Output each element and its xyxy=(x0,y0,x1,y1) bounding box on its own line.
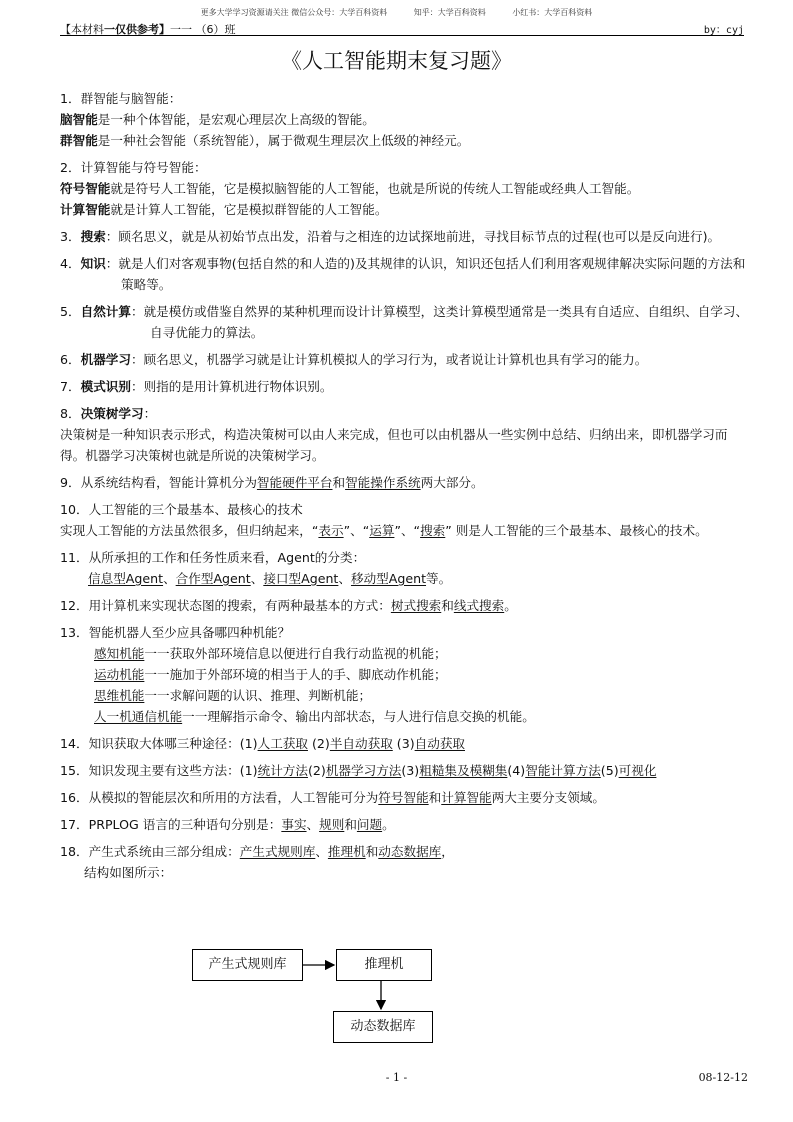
q3: 3．搜索：顾名思义，就是从初始节点出发，沿着与之相连的边试探地前进，寻找目标节点的过程(也可以是反向进行)。 xyxy=(60,229,721,244)
q11-items: 信息型Agent、合作型Agent、接口型Agent、移动型Agent等。 xyxy=(88,571,452,586)
page-number: - 1 - xyxy=(385,1071,408,1084)
footer-date: 08-12-12 xyxy=(698,1071,748,1084)
q12: 12．用计算机来实现状态图的搜索，有两种最基本的方式：树式搜索和线式搜索。 xyxy=(60,598,517,613)
q6: 6．机器学习：顾名思义，机器学习就是让计算机模拟人的学习行为，或者说让计算机也具有学习的能力。 xyxy=(60,352,648,367)
q9: 9．从系统结构看，智能计算机分为智能硬件平台和智能操作系统两大部分。 xyxy=(60,475,484,490)
q14: 14．知识获取大体哪三种途径：(1)人工获取 (2)半自动获取 (3)自动获取 xyxy=(60,736,465,751)
q16: 16．从模拟的智能层次和所用的方法看，人工智能可分为符号智能和计算智能两大主要分支领域。 xyxy=(60,790,605,805)
q18-line-2: 结构如图所示： xyxy=(84,865,173,880)
top-note-xhs: 小红书：大学百科资料 xyxy=(512,8,593,17)
q17: 17．PRPLOG 语言的三种语句分别是：事实、规则和问题。 xyxy=(60,817,395,832)
diagram-box-inference-engine: 推理机 xyxy=(336,949,432,981)
q13-item: 感知机能一一获取外部环境信息以便进行自我行动监视的机能； xyxy=(94,646,447,661)
page-title: 《人工智能期末复习题》 xyxy=(281,49,512,73)
q13-heading: 13．智能机器人至少应具备哪四种机能？ xyxy=(60,625,291,640)
q2-line-1: 符号智能就是符号人工智能，它是模拟脑智能的人工智能，也就是所说的传统人工智能或经典人工智能。 xyxy=(60,181,640,196)
q5: 5．自然计算：就是模仿或借鉴自然界的某种机理而设计计算模型，这类计算模型通常是一类具有自适应、自组织、自学习、自寻优能力的算法。 xyxy=(60,304,749,340)
header-left: 【本材料一仅供参考】一一 （6）班 xyxy=(60,23,236,36)
diagram-box-rule-base: 产生式规则库 xyxy=(192,949,303,981)
q10-text: 实现人工智能的方法虽然很多，但归纳起来，“表示”、“运算”、“搜索” 则是人工智能的三个最基本、最核心的技术。 xyxy=(60,523,708,538)
q1-line-2: 群智能是一种社会智能（系统智能），属于微观生理层次上低级的神经元。 xyxy=(60,133,470,148)
q1-heading: 1．群智能与脑智能： xyxy=(60,91,182,106)
top-note-zhihu: 知乎：大学百科资料 xyxy=(413,8,486,17)
q8-text: 决策树是一种知识表示形式，构造决策树可以由人来完成，但也可以由机器从一些实例中总结、归纳出来，即机器学习而得。机器学习决策树也就是所说的决策树学习。 xyxy=(60,427,728,463)
q8-heading: 8．决策树学习： xyxy=(60,406,157,421)
q10-heading: 10．人工智能的三个最基本、最核心的技术 xyxy=(60,502,303,517)
q2-heading: 2．计算智能与符号智能： xyxy=(60,160,207,175)
q7: 7．模式识别：则指的是用计算机进行物体识别。 xyxy=(60,379,333,394)
header-author: by：cyj xyxy=(703,25,744,36)
q18: 18．产生式系统由三部分组成：产生式规则库、推理机和动态数据库， xyxy=(60,844,454,859)
q13-item: 人一机通信机能一一理解指示命令、输出内部状态，与人进行信息交换的机能。 xyxy=(94,709,535,724)
q15: 15．知识发现主要有这些方法：(1)统计方法(2)机器学习方法(3)粗糙集及模糊集(4)智能计算方法(5)可视化 xyxy=(60,763,657,778)
q11-heading: 11．从所承担的工作和任务性质来看，Agent的分类： xyxy=(60,550,366,565)
q13-item: 思维机能一一求解问题的认识、推理、判断机能； xyxy=(94,688,372,703)
q4: 4．知识：就是人们对客观事物(包括自然的和人造的)及其规律的认识，知识还包括人们利用客观规律解决实际问题的方法和策略等。 xyxy=(60,256,746,292)
q2-line-2: 计算智能就是计算人工智能，它是模拟群智能的人工智能。 xyxy=(60,202,388,217)
top-note-wechat: 更多大学学习资源请关注 微信公众号：大学百科资料 xyxy=(200,8,388,17)
q13-item: 运动机能一一施加于外部环境的相当于人的手、脚底动作机能； xyxy=(94,667,447,682)
q1-line-1: 脑智能是一种个体智能，是宏观心理层次上高级的智能。 xyxy=(60,112,375,127)
diagram-box-dynamic-database: 动态数据库 xyxy=(333,1011,433,1043)
